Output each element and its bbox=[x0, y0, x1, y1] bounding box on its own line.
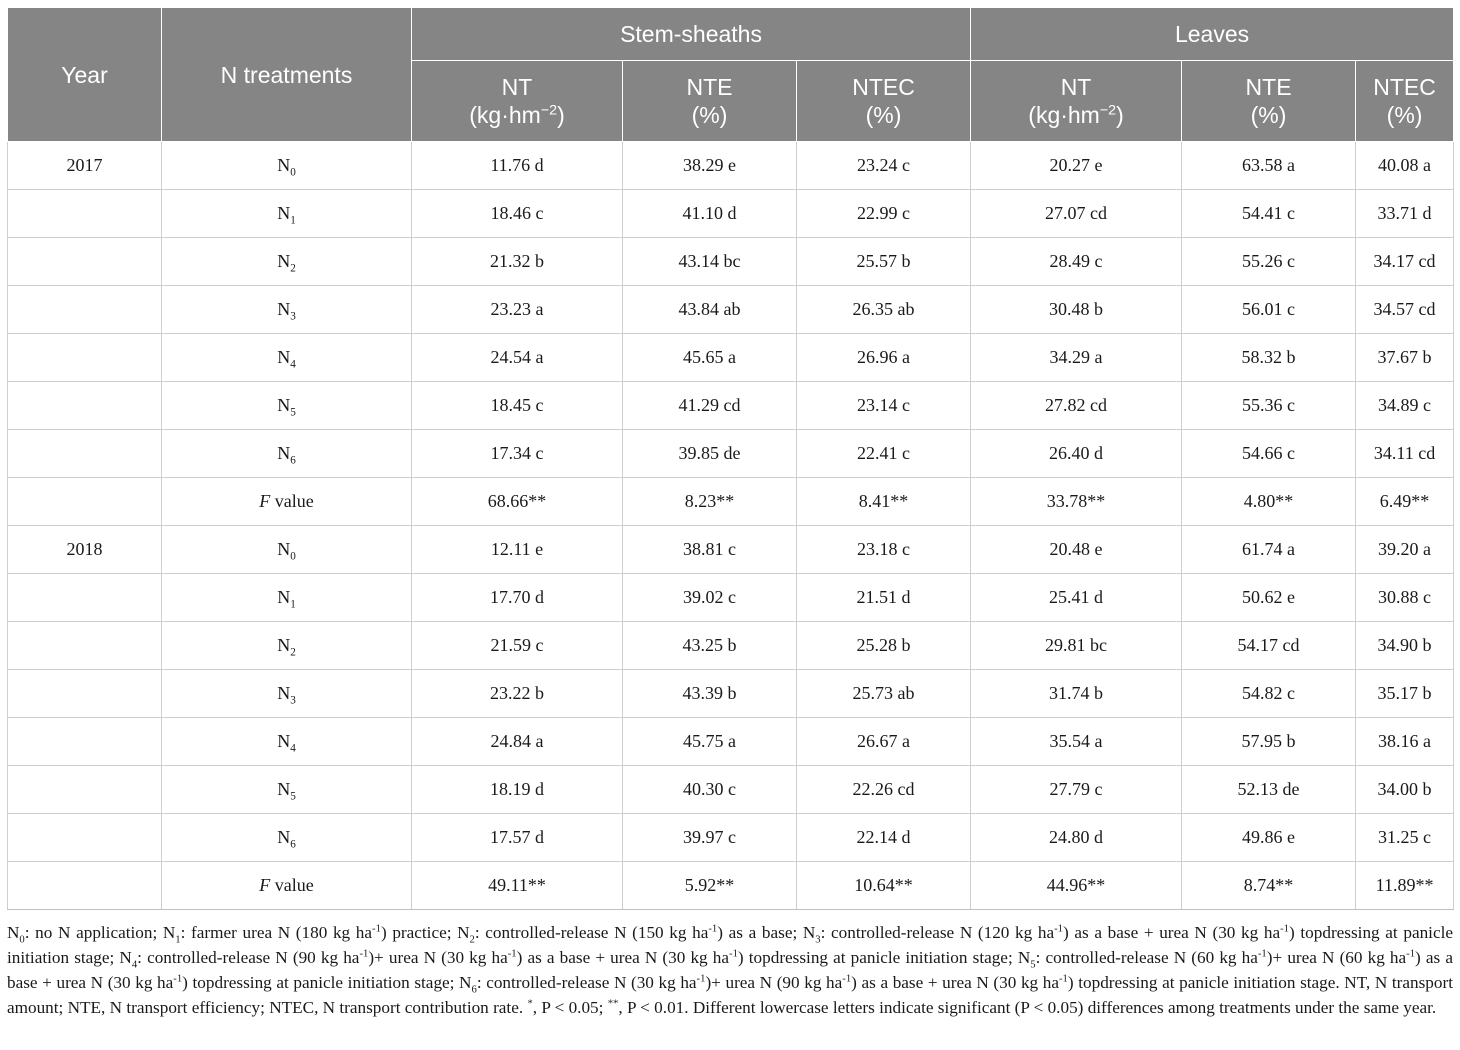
value-cell: 23.23 a bbox=[412, 286, 623, 334]
footnote-superscript: -1 bbox=[173, 973, 183, 985]
year-cell bbox=[8, 238, 162, 286]
treatment-cell bbox=[162, 718, 412, 766]
value-cell: 25.28 b bbox=[797, 622, 971, 670]
value-cell: 11.76 d bbox=[412, 142, 623, 190]
table-row bbox=[8, 382, 1454, 430]
footnote-superscript: -1 bbox=[1054, 923, 1064, 935]
treatment-subscript: 0 bbox=[290, 550, 296, 563]
value-cell: 21.32 b bbox=[412, 238, 623, 286]
footnote-superscript: -1 bbox=[842, 973, 852, 985]
value-cell: 20.27 e bbox=[971, 142, 1182, 190]
footnote-superscript: -1 bbox=[729, 948, 738, 960]
footnote-subscript: 6 bbox=[471, 984, 477, 996]
treatment-cell bbox=[162, 862, 412, 910]
header-year: Year bbox=[8, 8, 162, 142]
footnote-subscript: 2 bbox=[469, 934, 475, 946]
header-col-unit: (%) bbox=[1250, 102, 1287, 128]
value-cell: 8.23** bbox=[623, 478, 797, 526]
value-cell: 43.39 b bbox=[623, 670, 797, 718]
header-col-name: NTEC bbox=[1373, 74, 1436, 100]
header-col-1 bbox=[412, 61, 623, 142]
value-cell: 23.24 c bbox=[797, 142, 971, 190]
data-table bbox=[7, 7, 1454, 910]
treatment-label: N bbox=[277, 251, 291, 271]
treatment-cell bbox=[162, 238, 412, 286]
value-cell: 34.00 b bbox=[1356, 766, 1454, 814]
footnote-subscript: 4 bbox=[131, 959, 138, 971]
header-col-4 bbox=[971, 61, 1182, 142]
treatment-cell bbox=[162, 142, 412, 190]
treatment-label: N bbox=[277, 155, 291, 175]
header-col-6 bbox=[1356, 61, 1454, 142]
treatment-label: N bbox=[277, 587, 291, 607]
footnote-text: : no N application; N bbox=[24, 923, 176, 942]
year-cell: 2018 bbox=[8, 526, 162, 574]
value-cell: 26.35 ab bbox=[797, 286, 971, 334]
treatment-subscript: 3 bbox=[290, 310, 296, 323]
footnote-subscript: 5 bbox=[1030, 959, 1036, 971]
treatment-label: N bbox=[277, 827, 291, 847]
footnote-text: ) topdressing at panicle initiation stage; N bbox=[182, 973, 472, 992]
header-col-name: NT bbox=[501, 74, 533, 100]
value-cell: 5.92** bbox=[623, 862, 797, 910]
value-cell: 21.51 d bbox=[797, 574, 971, 622]
value-cell: 68.66** bbox=[412, 478, 623, 526]
year-cell bbox=[8, 862, 162, 910]
value-cell: 41.29 cd bbox=[623, 382, 797, 430]
table-row bbox=[8, 670, 1454, 718]
treatment-label: N bbox=[277, 779, 291, 799]
value-cell: 55.36 c bbox=[1182, 382, 1356, 430]
value-cell: 43.84 ab bbox=[623, 286, 797, 334]
value-cell: 55.26 c bbox=[1182, 238, 1356, 286]
header-n-treatments: N treatments bbox=[162, 8, 412, 142]
treatment-subscript: 2 bbox=[290, 262, 296, 275]
table-row bbox=[8, 190, 1454, 238]
value-cell: 23.22 b bbox=[412, 670, 623, 718]
value-cell: 27.79 c bbox=[971, 766, 1182, 814]
value-cell: 11.89** bbox=[1356, 862, 1454, 910]
value-cell: 54.17 cd bbox=[1182, 622, 1356, 670]
header-stem-sheaths: Stem-sheaths bbox=[412, 8, 971, 61]
treatment-label: value bbox=[270, 491, 314, 511]
header-col-unit-exponent: −2 bbox=[540, 102, 558, 119]
treatment-subscript: 3 bbox=[290, 694, 296, 707]
year-cell bbox=[8, 430, 162, 478]
footnote-superscript: -1 bbox=[696, 973, 706, 985]
header-col-5 bbox=[1182, 61, 1356, 142]
header-col-unit-exponent: −2 bbox=[1099, 102, 1117, 119]
footnote-superscript: ** bbox=[607, 998, 619, 1010]
footnote-text: ) as a base; N bbox=[717, 923, 816, 942]
value-cell: 22.99 c bbox=[797, 190, 971, 238]
value-cell: 35.17 b bbox=[1356, 670, 1454, 718]
value-cell: 24.80 d bbox=[971, 814, 1182, 862]
treatment-cell bbox=[162, 766, 412, 814]
treatment-label: N bbox=[277, 443, 291, 463]
value-cell: 22.41 c bbox=[797, 430, 971, 478]
value-cell: 39.20 a bbox=[1356, 526, 1454, 574]
treatment-label: value bbox=[270, 875, 314, 895]
value-cell: 22.14 d bbox=[797, 814, 971, 862]
treatment-cell bbox=[162, 430, 412, 478]
footnote-text: , P < 0.01. Different lowercase letters indicate significant (P < 0.05) differences among treatments under the same year. bbox=[618, 998, 1437, 1017]
treatment-subscript: 0 bbox=[290, 166, 296, 179]
value-cell: 31.25 c bbox=[1356, 814, 1454, 862]
footnote-text: ) as a base + urea N (30 kg ha bbox=[7, 948, 1453, 992]
footnote-superscript: -1 bbox=[372, 923, 381, 935]
treatment-cell bbox=[162, 334, 412, 382]
table-body bbox=[8, 142, 1454, 910]
treatment-label: N bbox=[277, 203, 291, 223]
treatment-subscript: 5 bbox=[290, 406, 296, 419]
value-cell: 12.11 e bbox=[412, 526, 623, 574]
header-col-unit-close: ) bbox=[557, 102, 565, 128]
footnote-text: : controlled-release N (120 kg ha bbox=[820, 923, 1055, 942]
treatment-subscript: 2 bbox=[290, 646, 296, 659]
value-cell: 40.08 a bbox=[1356, 142, 1454, 190]
footnote-text: N bbox=[7, 923, 20, 942]
treatment-subscript: 4 bbox=[290, 358, 296, 371]
value-cell: 23.14 c bbox=[797, 382, 971, 430]
footnote-text: : controlled-release N (150 kg ha bbox=[474, 923, 709, 942]
table-row bbox=[8, 622, 1454, 670]
value-cell: 45.65 a bbox=[623, 334, 797, 382]
year-cell bbox=[8, 670, 162, 718]
year-cell: 2017 bbox=[8, 142, 162, 190]
value-cell: 49.11** bbox=[412, 862, 623, 910]
value-cell: 63.58 a bbox=[1182, 142, 1356, 190]
treatment-label: N bbox=[277, 347, 291, 367]
value-cell: 20.48 e bbox=[971, 526, 1182, 574]
value-cell: 18.19 d bbox=[412, 766, 623, 814]
value-cell: 39.85 de bbox=[623, 430, 797, 478]
treatment-cell bbox=[162, 574, 412, 622]
treatment-label: N bbox=[277, 635, 291, 655]
value-cell: 40.30 c bbox=[623, 766, 797, 814]
value-cell: 58.32 b bbox=[1182, 334, 1356, 382]
table-footnote bbox=[7, 920, 1453, 1020]
value-cell: 54.41 c bbox=[1182, 190, 1356, 238]
header-col-name: NTEC bbox=[852, 74, 915, 100]
table-row bbox=[8, 574, 1454, 622]
value-cell: 17.70 d bbox=[412, 574, 623, 622]
treatment-subscript: 1 bbox=[290, 598, 296, 611]
year-cell bbox=[8, 766, 162, 814]
value-cell: 34.57 cd bbox=[1356, 286, 1454, 334]
table-row bbox=[8, 430, 1454, 478]
year-cell bbox=[8, 334, 162, 382]
value-cell: 57.95 b bbox=[1182, 718, 1356, 766]
footnote-text: ) as a base + urea N (30 kg ha bbox=[1063, 923, 1281, 942]
value-cell: 25.41 d bbox=[971, 574, 1182, 622]
table-row bbox=[8, 718, 1454, 766]
footnote-superscript: -1 bbox=[1406, 948, 1416, 960]
value-cell: 34.89 c bbox=[1356, 382, 1454, 430]
footnote-text: ) topdressing at panicle initiation stage. NT, N transport amount; NTE, N transport efficiency; NTEC, N transport contribution rate. bbox=[7, 973, 1453, 1017]
table-row bbox=[8, 814, 1454, 862]
header-col-2 bbox=[623, 61, 797, 142]
value-cell: 43.25 b bbox=[623, 622, 797, 670]
treatment-cell bbox=[162, 382, 412, 430]
header-col-unit: (kg·hm bbox=[1028, 102, 1100, 128]
footnote-superscript: -1 bbox=[359, 948, 369, 960]
value-cell: 52.13 de bbox=[1182, 766, 1356, 814]
year-cell bbox=[8, 718, 162, 766]
header-col-unit: (%) bbox=[865, 102, 902, 128]
value-cell: 30.88 c bbox=[1356, 574, 1454, 622]
year-cell bbox=[8, 478, 162, 526]
value-cell: 34.11 cd bbox=[1356, 430, 1454, 478]
value-cell: 17.57 d bbox=[412, 814, 623, 862]
value-cell: 33.71 d bbox=[1356, 190, 1454, 238]
footnote-text: )+ urea N (60 kg ha bbox=[1266, 948, 1407, 967]
treatment-cell bbox=[162, 622, 412, 670]
year-cell bbox=[8, 814, 162, 862]
treatment-cell bbox=[162, 814, 412, 862]
footnote-superscript: -1 bbox=[1280, 923, 1290, 935]
treatment-cell bbox=[162, 526, 412, 574]
table-row bbox=[8, 526, 1454, 574]
footnote-superscript: * bbox=[527, 998, 533, 1010]
table-row bbox=[8, 766, 1454, 814]
treatment-label: N bbox=[277, 731, 291, 751]
footnote-text: : farmer urea N (180 kg ha bbox=[180, 923, 373, 942]
value-cell: 37.67 b bbox=[1356, 334, 1454, 382]
treatment-subscript: 1 bbox=[290, 214, 296, 227]
footnote-text: ) topdressing at panicle initiation stage; N bbox=[7, 923, 1453, 967]
value-cell: 54.82 c bbox=[1182, 670, 1356, 718]
f-symbol: F bbox=[259, 875, 271, 895]
treatment-subscript: 6 bbox=[290, 454, 296, 467]
header-col-unit-close: ) bbox=[1116, 102, 1124, 128]
treatment-cell bbox=[162, 670, 412, 718]
year-cell bbox=[8, 382, 162, 430]
value-cell: 6.49** bbox=[1356, 478, 1454, 526]
treatment-subscript: 5 bbox=[290, 790, 296, 803]
header-col-name: NTE bbox=[1245, 74, 1292, 100]
value-cell: 41.10 d bbox=[623, 190, 797, 238]
header-col-unit: (%) bbox=[1386, 102, 1423, 128]
value-cell: 50.62 e bbox=[1182, 574, 1356, 622]
footnote-text: ) as a base + urea N (30 kg ha bbox=[851, 973, 1059, 992]
footnote-subscript: 3 bbox=[815, 934, 821, 946]
footnote-superscript: -1 bbox=[507, 948, 517, 960]
value-cell: 25.73 ab bbox=[797, 670, 971, 718]
footnote-text: : controlled-release N (90 kg ha bbox=[137, 948, 360, 967]
treatment-label: N bbox=[277, 683, 291, 703]
footnote-superscript: -1 bbox=[1257, 948, 1267, 960]
value-cell: 31.74 b bbox=[971, 670, 1182, 718]
value-cell: 34.29 a bbox=[971, 334, 1182, 382]
value-cell: 39.97 c bbox=[623, 814, 797, 862]
treatment-subscript: 6 bbox=[290, 838, 296, 851]
value-cell: 61.74 a bbox=[1182, 526, 1356, 574]
value-cell: 23.18 c bbox=[797, 526, 971, 574]
footnote-superscript: -1 bbox=[708, 923, 718, 935]
value-cell: 34.90 b bbox=[1356, 622, 1454, 670]
value-cell: 49.86 e bbox=[1182, 814, 1356, 862]
header-col-unit: (kg·hm bbox=[469, 102, 541, 128]
value-cell: 38.16 a bbox=[1356, 718, 1454, 766]
value-cell: 10.64** bbox=[797, 862, 971, 910]
footnote-superscript: -1 bbox=[1059, 973, 1068, 985]
footnote-text: )+ urea N (30 kg ha bbox=[368, 948, 508, 967]
value-cell: 45.75 a bbox=[623, 718, 797, 766]
footnote-text: , P < 0.05; bbox=[532, 998, 608, 1017]
value-cell: 18.46 c bbox=[412, 190, 623, 238]
footnote-subscript: 0 bbox=[19, 934, 25, 946]
value-cell: 39.02 c bbox=[623, 574, 797, 622]
treatment-cell bbox=[162, 478, 412, 526]
value-cell: 44.96** bbox=[971, 862, 1182, 910]
value-cell: 29.81 bc bbox=[971, 622, 1182, 670]
footnote-text: ) practice; N bbox=[380, 923, 470, 942]
value-cell: 38.81 c bbox=[623, 526, 797, 574]
table-row bbox=[8, 238, 1454, 286]
table-row bbox=[8, 142, 1454, 190]
f-symbol: F bbox=[259, 491, 271, 511]
value-cell: 54.66 c bbox=[1182, 430, 1356, 478]
value-cell: 4.80** bbox=[1182, 478, 1356, 526]
value-cell: 28.49 c bbox=[971, 238, 1182, 286]
header-col-name: NT bbox=[1060, 74, 1092, 100]
value-cell: 25.57 b bbox=[797, 238, 971, 286]
treatment-cell bbox=[162, 286, 412, 334]
value-cell: 34.17 cd bbox=[1356, 238, 1454, 286]
value-cell: 8.41** bbox=[797, 478, 971, 526]
value-cell: 24.54 a bbox=[412, 334, 623, 382]
header-col-unit: (%) bbox=[691, 102, 728, 128]
value-cell: 38.29 e bbox=[623, 142, 797, 190]
value-cell: 26.40 d bbox=[971, 430, 1182, 478]
year-cell bbox=[8, 574, 162, 622]
value-cell: 22.26 cd bbox=[797, 766, 971, 814]
value-cell: 27.07 cd bbox=[971, 190, 1182, 238]
table-header bbox=[8, 8, 1454, 142]
treatment-cell bbox=[162, 190, 412, 238]
footnote-text: ) topdressing at panicle initiation stage; N bbox=[737, 948, 1031, 967]
footnote-text: : controlled-release N (60 kg ha bbox=[1035, 948, 1258, 967]
value-cell: 24.84 a bbox=[412, 718, 623, 766]
header-leaves: Leaves bbox=[971, 8, 1454, 61]
header-col-name: NTE bbox=[686, 74, 733, 100]
value-cell: 26.67 a bbox=[797, 718, 971, 766]
footnote-subscript: 1 bbox=[175, 934, 181, 946]
value-cell: 35.54 a bbox=[971, 718, 1182, 766]
treatment-label: N bbox=[277, 395, 291, 415]
f-value-row bbox=[8, 478, 1454, 526]
treatment-label: N bbox=[277, 539, 291, 559]
value-cell: 43.14 bc bbox=[623, 238, 797, 286]
value-cell: 33.78** bbox=[971, 478, 1182, 526]
footnote-text: : controlled-release N (30 kg ha bbox=[476, 973, 697, 992]
header-col-3 bbox=[797, 61, 971, 142]
value-cell: 30.48 b bbox=[971, 286, 1182, 334]
f-value-row bbox=[8, 862, 1454, 910]
treatment-subscript: 4 bbox=[290, 742, 296, 755]
value-cell: 27.82 cd bbox=[971, 382, 1182, 430]
table-row bbox=[8, 286, 1454, 334]
value-cell: 17.34 c bbox=[412, 430, 623, 478]
footnote-text: )+ urea N (90 kg ha bbox=[705, 973, 843, 992]
year-cell bbox=[8, 622, 162, 670]
value-cell: 18.45 c bbox=[412, 382, 623, 430]
value-cell: 8.74** bbox=[1182, 862, 1356, 910]
footnote-text: ) as a base + urea N (30 kg ha bbox=[516, 948, 730, 967]
value-cell: 56.01 c bbox=[1182, 286, 1356, 334]
treatment-label: N bbox=[277, 299, 291, 319]
year-cell bbox=[8, 286, 162, 334]
value-cell: 26.96 a bbox=[797, 334, 971, 382]
year-cell bbox=[8, 190, 162, 238]
value-cell: 21.59 c bbox=[412, 622, 623, 670]
table-row bbox=[8, 334, 1454, 382]
